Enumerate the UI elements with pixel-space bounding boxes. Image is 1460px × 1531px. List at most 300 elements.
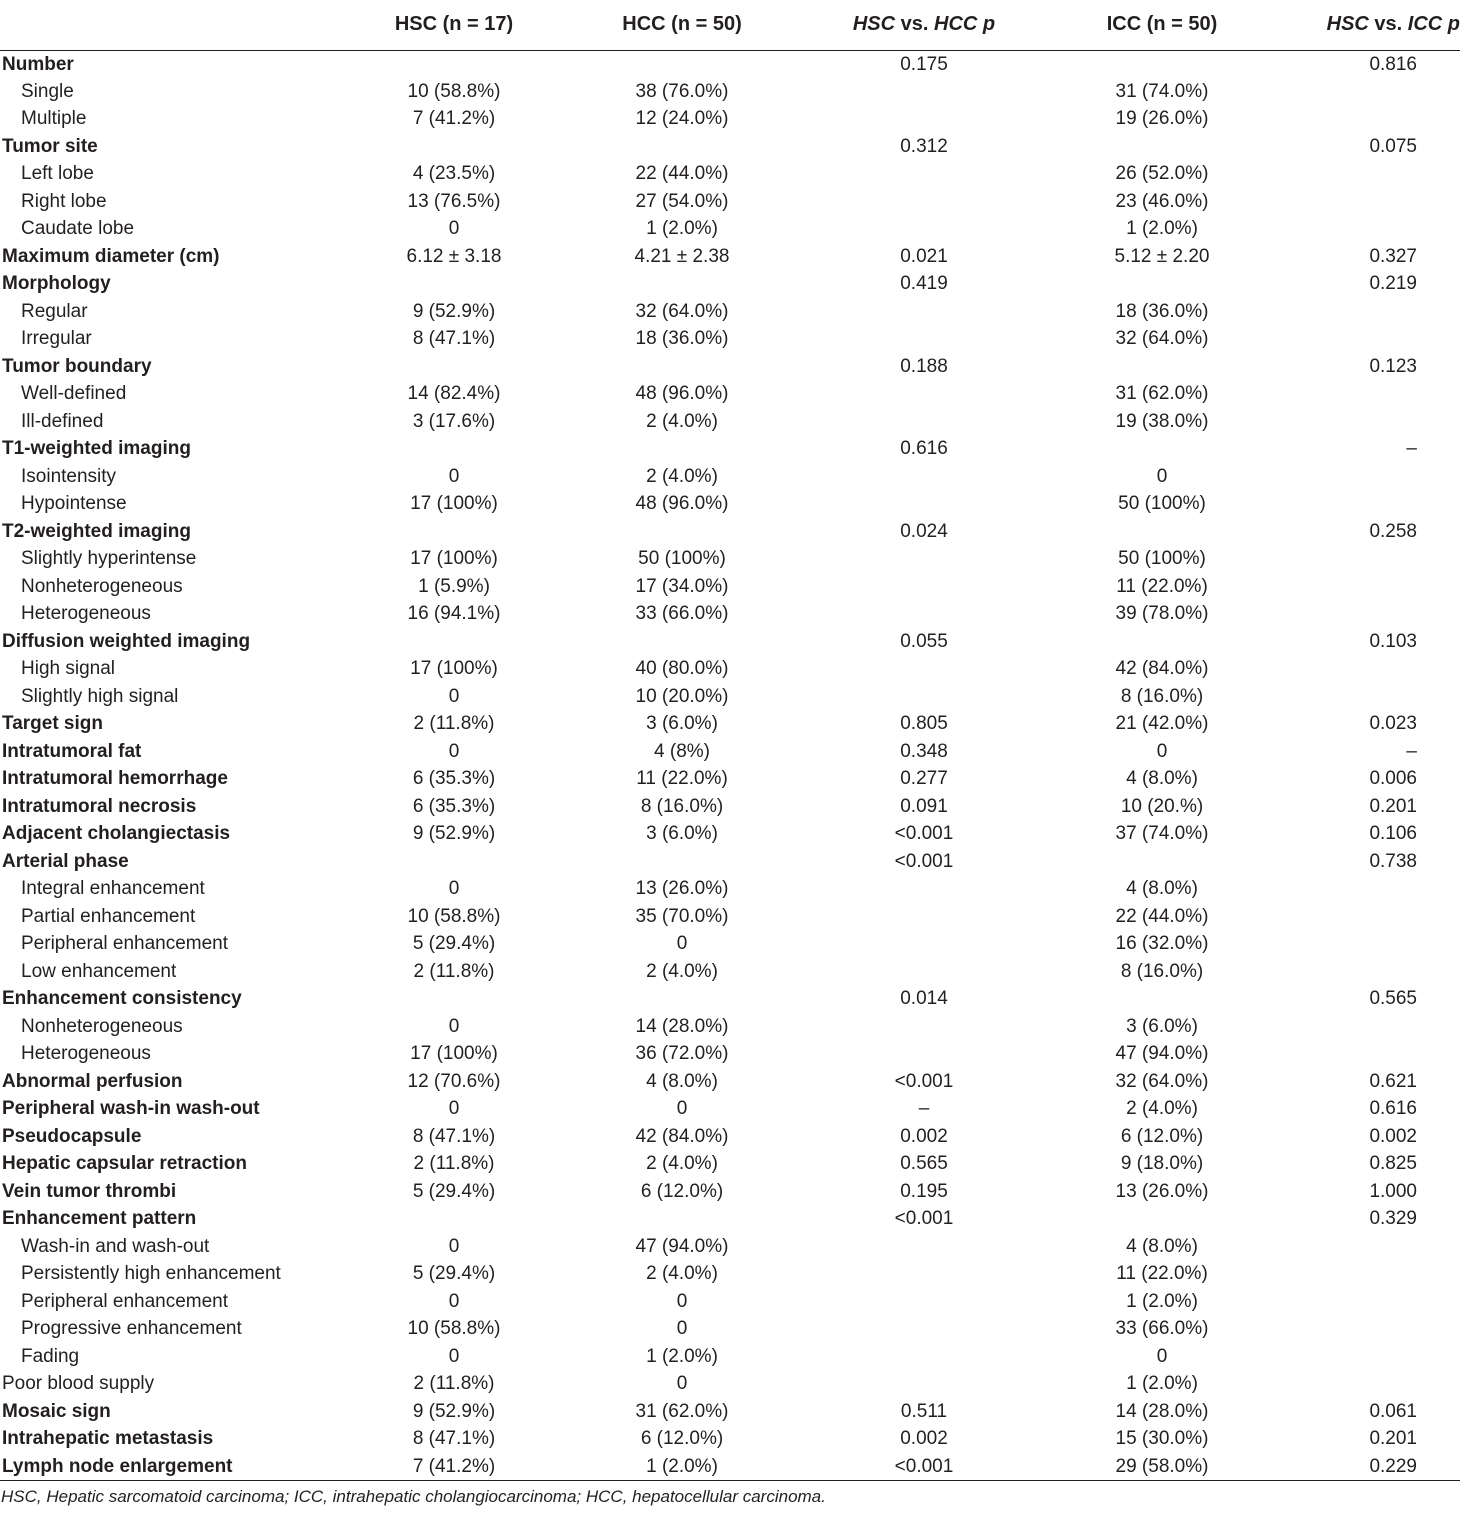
table-footnote: HSC, Hepatic sarcomatoid carcinoma; ICC, intrahepatic cholangiocarcinoma; HCC, hepatocellular carcinoma. [1,1486,826,1506]
cell-hsc-vs-hcc-p [796,188,1052,216]
cell-hsc-vs-hcc-p: 0.002 [900,1428,948,1450]
cell-hsc-vs-icc-p: 0.103 [1369,630,1417,652]
cell-hsc-vs-icc-p: 0.075 [1369,135,1417,157]
cell-icc [1052,353,1272,381]
table-row [0,1233,1460,1261]
cell-icc: 10 (20.%) [1120,795,1204,817]
cell-hsc: 13 (76.5%) [407,190,501,212]
cell-hcc: 13 (26.0%) [635,878,729,900]
table-row [0,1013,1460,1041]
table-row [0,793,1460,821]
cell-hcc: 40 (80.0%) [635,658,729,680]
cell-hsc-vs-icc-p: 0.106 [1369,823,1417,845]
header-cell-hsc: HSC (n = 17) [340,0,568,50]
cell-hsc-vs-icc-p [1272,408,1460,436]
row-label: Caudate lobe [21,218,135,240]
cell-icc: 50 (100%) [1118,493,1206,515]
table-row [0,435,1460,463]
cell-hsc: 9 (52.9%) [412,300,496,322]
cell-hsc-vs-icc-p [1272,298,1460,326]
cell-hsc-vs-hcc-p [796,930,1052,958]
cell-hsc: 10 (58.8%) [407,1318,501,1340]
cell-hsc-vs-icc-p: 0.219 [1369,273,1417,295]
cell-hcc: 42 (84.0%) [635,1125,729,1147]
cell-hcc: 35 (70.0%) [635,905,729,927]
table-row [0,518,1460,546]
cell-hcc [568,628,796,656]
cell-hcc [568,50,796,78]
cell-icc: 11 (22.0%) [1116,575,1208,597]
cell-hcc: 17 (34.0%) [635,575,729,597]
cell-icc: 33 (66.0%) [1115,1318,1209,1340]
table-row [0,875,1460,903]
cell-hsc-vs-icc-p [1272,545,1460,573]
table-row [0,1095,1460,1123]
cell-hsc: 8 (47.1%) [412,1125,496,1147]
header-cell-label [0,0,340,50]
cell-hsc: 10 (58.8%) [407,905,501,927]
row-label: Enhancement pattern [2,1208,197,1230]
table-row [0,683,1460,711]
cell-hsc-vs-hcc-p [796,463,1052,491]
table-row [0,490,1460,518]
row-label: Fading [21,1345,80,1367]
cell-icc: 15 (30.0%) [1115,1428,1209,1450]
row-label: High signal [21,658,115,680]
row-label: Partial enhancement [21,905,196,927]
cell-hsc-vs-hcc-p: 0.616 [900,438,948,460]
table-row [0,50,1460,78]
table-row [0,463,1460,491]
cell-hcc [568,270,796,298]
cell-hsc-vs-hcc-p: 0.002 [900,1125,948,1147]
cell-hsc-vs-icc-p: 0.616 [1369,1098,1417,1120]
cell-hsc: 10 (58.8%) [407,80,501,102]
cell-hcc: 10 (20.0%) [635,685,729,707]
row-label: Arterial phase [2,850,129,872]
cell-icc: 1 (2.0%) [1126,1373,1198,1395]
cell-hsc: 2 (11.8%) [413,713,495,735]
cell-hsc-vs-hcc-p [796,325,1052,353]
cell-icc [1052,50,1272,78]
cell-icc [1052,270,1272,298]
cell-hsc [340,133,568,161]
cell-hcc: 48 (96.0%) [635,383,729,405]
table-body [0,50,1460,1480]
cell-hsc: 5 (29.4%) [412,1180,496,1202]
cell-hcc [568,985,796,1013]
cell-hsc: 6 (35.3%) [412,768,496,790]
cell-hsc-vs-hcc-p [796,1315,1052,1343]
cell-hcc: 2 (4.0%) [646,1263,718,1285]
row-label: Nonheterogeneous [21,575,183,597]
cell-hsc-vs-icc-p [1272,490,1460,518]
header-row [0,0,1460,50]
cell-icc [1052,133,1272,161]
cell-hsc-vs-hcc-p: 0.021 [900,245,948,267]
cell-hsc-vs-hcc-p: <0.001 [894,850,954,872]
cell-icc: 2 (4.0%) [1126,1098,1198,1120]
cell-icc: 22 (44.0%) [1115,905,1209,927]
cell-icc: 6 (12.0%) [1120,1125,1204,1147]
cell-hsc-vs-icc-p: 0.327 [1369,245,1417,267]
cell-icc: 9 (18.0%) [1120,1153,1204,1175]
row-label: Lymph node enlargement [0,1453,340,1481]
row-label: Tumor site [2,135,98,157]
cell-icc: 50 (100%) [1118,548,1206,570]
cell-hcc: 1 (2.0%) [646,1345,718,1367]
cell-hsc-vs-hcc-p [796,655,1052,683]
cell-icc: 47 (94.0%) [1115,1043,1209,1065]
row-label: Abnormal perfusion [2,1070,183,1092]
table-row [0,1178,1460,1206]
cell-hsc-vs-icc-p [1272,1233,1460,1261]
table-row [0,160,1460,188]
table-row [0,78,1460,106]
cell-hcc: 0 [676,933,688,955]
row-label: Right lobe [21,190,107,212]
table-row [0,1205,1460,1233]
cell-hsc-vs-hcc-p: 0.277 [900,768,948,790]
cell-hcc: 47 (94.0%) [635,1235,729,1257]
cell-hcc [568,435,796,463]
row-label: Slightly high signal [21,685,179,707]
cell-hsc-vs-icc-p: 0.621 [1369,1070,1417,1092]
table-row [0,1425,1460,1453]
cell-icc: 21 (42.0%) [1115,713,1209,735]
row-label: Morphology [2,273,111,295]
cell-hsc-vs-hcc-p: 0.055 [900,630,948,652]
cell-hsc-vs-icc-p [1272,1260,1460,1288]
cell-hsc-vs-hcc-p [796,1370,1052,1398]
row-label: Number [2,53,74,75]
cell-hsc-vs-icc-p: 0.565 [1369,988,1417,1010]
cell-hsc: 2 (11.8%) [413,1153,495,1175]
table-row [0,738,1460,766]
row-label: Left lobe [21,163,94,185]
row-label: Irregular [21,328,92,350]
table-row [0,820,1460,848]
cell-icc: 4 (8.0%) [1126,1235,1198,1257]
row-label: Progressive enhancement [21,1318,242,1340]
cell-hsc-vs-icc-p [1272,78,1460,106]
cell-hsc: 8 (47.1%) [412,328,496,350]
row-label: Ill-defined [21,410,104,432]
cell-hsc: 3 (17.6%) [412,410,496,432]
table-row [0,1068,1460,1096]
row-label: Maximum diameter (cm) [2,245,220,267]
table-row [0,408,1460,436]
cell-icc [1052,628,1272,656]
table-row [0,985,1460,1013]
cell-hsc-vs-hcc-p [796,1040,1052,1068]
cell-hsc: 0 [448,685,460,707]
table-row [0,1398,1460,1426]
cell-hsc-vs-hcc-p: 0.348 [900,740,948,762]
cell-icc: 8 (16.0%) [1120,685,1204,707]
cell-hsc-vs-icc-p [1272,105,1460,133]
row-label: Mosaic sign [2,1400,111,1422]
cell-hsc: 5 (29.4%) [412,933,496,955]
cell-hsc-vs-icc-p [1272,1343,1460,1371]
cell-hcc: 0 [676,1373,688,1395]
cell-hsc-vs-icc-p [1272,160,1460,188]
cell-hcc [568,848,796,876]
row-label: Peripheral wash-in wash-out [2,1098,260,1120]
cell-hsc-vs-icc-p: 0.201 [1369,1428,1417,1450]
cell-hcc: 4.21 ± 2.38 [634,245,730,267]
table-row [0,710,1460,738]
table-row [0,1288,1460,1316]
table-row [0,1040,1460,1068]
cell-hsc: 6 (35.3%) [412,795,496,817]
row-label: Target sign [2,713,103,735]
cell-hsc-vs-icc-p: 0.002 [1369,1125,1417,1147]
cell-hcc: 2 (4.0%) [646,960,718,982]
cell-hsc-vs-hcc-p: 0.195 [900,1180,948,1202]
cell-hsc-vs-icc-p [1272,930,1460,958]
cell-hcc: 48 (96.0%) [635,493,729,515]
table-row [0,1315,1460,1343]
cell-icc [1052,518,1272,546]
table-row [0,1123,1460,1151]
cell-hsc-vs-hcc-p [796,160,1052,188]
cell-icc: 32 (64.0%) [1115,1070,1209,1092]
table-row [0,765,1460,793]
cell-hsc-vs-hcc-p: 0.188 [900,355,948,377]
cell-hcc [568,1205,796,1233]
cell-hsc-vs-icc-p [1272,380,1460,408]
cell-hsc-vs-icc-p [1272,903,1460,931]
row-label: Intratumoral necrosis [2,795,197,817]
cell-hsc-vs-icc-p [1272,573,1460,601]
cell-hcc: 22 (44.0%) [635,163,729,185]
cell-hsc-vs-icc-p: 0.738 [1369,850,1417,872]
cell-icc: 37 (74.0%) [1115,823,1209,845]
cell-icc: 13 (26.0%) [1115,1180,1209,1202]
cell-hsc: 14 (82.4%) [407,383,501,405]
cell-hcc [568,518,796,546]
cell-icc: 29 (58.0%) [1052,1453,1272,1481]
cell-icc: 26 (52.0%) [1115,163,1209,185]
cell-hsc-vs-icc-p: – [1406,740,1417,762]
row-label: Peripheral enhancement [21,1290,229,1312]
cell-hsc-vs-icc-p [1272,958,1460,986]
cell-icc: 23 (46.0%) [1115,190,1209,212]
cell-hsc-vs-hcc-p [796,215,1052,243]
table-row [0,105,1460,133]
cell-hcc [568,133,796,161]
row-label: Integral enhancement [21,878,205,900]
table-row [0,1370,1460,1398]
cell-icc: 39 (78.0%) [1115,603,1209,625]
cell-hsc-vs-hcc-p [796,380,1052,408]
cell-hsc: 2 (11.8%) [413,960,495,982]
table-row [0,655,1460,683]
cell-hcc: 6 (12.0%) [640,1428,724,1450]
cell-hcc: 8 (16.0%) [640,795,724,817]
cell-hcc: 36 (72.0%) [635,1043,729,1065]
cell-icc: 19 (38.0%) [1115,410,1209,432]
cell-hsc: 17 (100%) [410,493,498,515]
cell-hsc: 1 (5.9%) [418,575,490,597]
cell-hsc: 0 [448,1345,460,1367]
cell-hsc-vs-hcc-p: <0.001 [894,823,954,845]
cell-hsc [340,985,568,1013]
cell-hsc-vs-icc-p: 0.258 [1369,520,1417,542]
table-row [0,1453,1460,1481]
cell-hsc: 17 (100%) [410,548,498,570]
cell-icc: 32 (64.0%) [1115,328,1209,350]
row-label: Intratumoral hemorrhage [2,768,228,790]
cell-hsc-vs-icc-p [1272,215,1460,243]
row-label: Nonheterogeneous [21,1015,183,1037]
cell-icc [1052,1205,1272,1233]
table-row [0,903,1460,931]
cell-hcc: 6 (12.0%) [640,1180,724,1202]
cell-icc: 0 [1156,465,1168,487]
table-row [0,380,1460,408]
cell-hsc-vs-hcc-p: 0.419 [900,273,948,295]
cell-hsc: 0 [448,1235,460,1257]
cell-icc: 31 (62.0%) [1115,383,1209,405]
cell-hsc-vs-hcc-p [796,490,1052,518]
cell-hsc-vs-hcc-p [796,298,1052,326]
cell-hcc: 50 (100%) [638,548,726,570]
cell-hsc-vs-hcc-p [796,875,1052,903]
cell-icc: 0 [1156,1345,1168,1367]
cell-hsc-vs-hcc-p: – [918,1098,930,1120]
cell-hsc: 0 [448,878,460,900]
cell-hsc-vs-icc-p: 0.229 [1272,1453,1460,1481]
row-label: Tumor boundary [2,355,152,377]
cell-hsc-vs-icc-p [1272,875,1460,903]
cell-hsc-vs-icc-p: 1.000 [1369,1180,1417,1202]
cell-hsc: 7 (41.2%) [340,1453,568,1481]
row-label: Regular [21,300,88,322]
cell-hsc-vs-hcc-p: 0.805 [900,713,948,735]
cell-hsc-vs-hcc-p [796,408,1052,436]
cell-hsc-vs-icc-p [1272,463,1460,491]
row-label: Single [21,80,74,102]
cell-hsc: 5 (29.4%) [412,1263,496,1285]
table-row [0,1343,1460,1371]
row-label: T2-weighted imaging [2,520,191,542]
cell-hsc [340,518,568,546]
cell-hsc-vs-hcc-p [796,903,1052,931]
cell-icc: 18 (36.0%) [1115,300,1209,322]
row-label: Heterogeneous [21,1043,151,1065]
cell-icc [1052,435,1272,463]
cell-hsc: 0 [448,740,460,762]
cell-hcc: 2 (4.0%) [646,465,718,487]
cell-hsc-vs-icc-p [1272,1013,1460,1041]
cell-hcc: 4 (8%) [654,740,710,762]
cell-icc: 16 (32.0%) [1115,933,1209,955]
cell-hsc-vs-icc-p [1272,188,1460,216]
table-row [0,243,1460,271]
cell-icc: 1 (2.0%) [1126,218,1198,240]
table-row [0,573,1460,601]
row-label: Adjacent cholangiectasis [2,823,231,845]
cell-hsc: 9 (52.9%) [412,823,496,845]
table-row [0,600,1460,628]
cell-hsc [340,50,568,78]
cell-hsc-vs-hcc-p [796,1260,1052,1288]
cell-hsc: 0 [448,1098,460,1120]
row-label: Heterogeneous [21,603,151,625]
cell-hsc [340,848,568,876]
cell-hcc: 0 [676,1290,688,1312]
cell-hsc: 7 (41.2%) [412,108,496,130]
cell-hsc-vs-hcc-p [796,683,1052,711]
cell-icc: 3 (6.0%) [1126,1015,1198,1037]
row-label: Well-defined [21,383,127,405]
row-label: Isointensity [21,465,117,487]
cell-hsc-vs-hcc-p: 0.175 [900,53,948,75]
row-label: Diffusion weighted imaging [2,630,251,652]
row-label: Hepatic capsular retraction [2,1153,247,1175]
cell-hsc-vs-hcc-p: <0.001 [894,1208,954,1230]
cell-hcc: 27 (54.0%) [635,190,729,212]
cell-icc: 11 (22.0%) [1116,1263,1208,1285]
row-label: Intratumoral fat [2,740,142,762]
cell-hsc: 16 (94.1%) [407,603,501,625]
header-cell-hcc: HCC (n = 50) [568,0,796,50]
cell-icc: 5.12 ± 2.20 [1114,245,1210,267]
cell-hsc: 0 [448,465,460,487]
cell-hcc: 0 [676,1318,688,1340]
cell-hsc-vs-icc-p [1272,655,1460,683]
cell-hcc: 1 (2.0%) [568,1453,796,1481]
cell-hcc: 3 (6.0%) [646,713,718,735]
cell-hsc [340,353,568,381]
cell-hsc [340,628,568,656]
cell-hcc: 0 [676,1098,688,1120]
cell-hsc-vs-hcc-p [796,1288,1052,1316]
cell-hsc-vs-icc-p: 0.329 [1369,1208,1417,1230]
cell-hsc-vs-icc-p: 0.816 [1369,53,1417,75]
cell-hsc: 4 (23.5%) [412,163,496,185]
cell-hcc: 38 (76.0%) [635,80,729,102]
cell-icc: 1 (2.0%) [1126,1290,1198,1312]
cell-hcc: 3 (6.0%) [646,823,718,845]
cell-hsc-vs-hcc-p [796,1233,1052,1261]
cell-icc: 42 (84.0%) [1115,658,1209,680]
row-label: Wash-in and wash-out [21,1235,210,1257]
table-row [0,215,1460,243]
table-row [0,545,1460,573]
row-label: Slightly hyperintense [21,548,197,570]
table-row [0,270,1460,298]
cell-hsc-vs-hcc-p [796,573,1052,601]
table-row [0,133,1460,161]
cell-hcc: 2 (4.0%) [646,410,718,432]
cell-hsc-vs-hcc-p: 0.014 [900,988,948,1010]
cell-hsc: 17 (100%) [410,1043,498,1065]
table-row [0,1260,1460,1288]
cell-hsc-vs-icc-p: 0.201 [1369,795,1417,817]
cell-hsc: 8 (47.1%) [412,1428,496,1450]
cell-hsc [340,270,568,298]
table-row [0,353,1460,381]
table-row [0,188,1460,216]
cell-hcc: 33 (66.0%) [635,603,729,625]
cell-hsc-vs-hcc-p: 0.024 [900,520,948,542]
cell-hsc-vs-icc-p: 0.061 [1369,1400,1417,1422]
cell-hsc-vs-icc-p [1272,1288,1460,1316]
cell-hsc-vs-hcc-p: 0.565 [900,1153,948,1175]
